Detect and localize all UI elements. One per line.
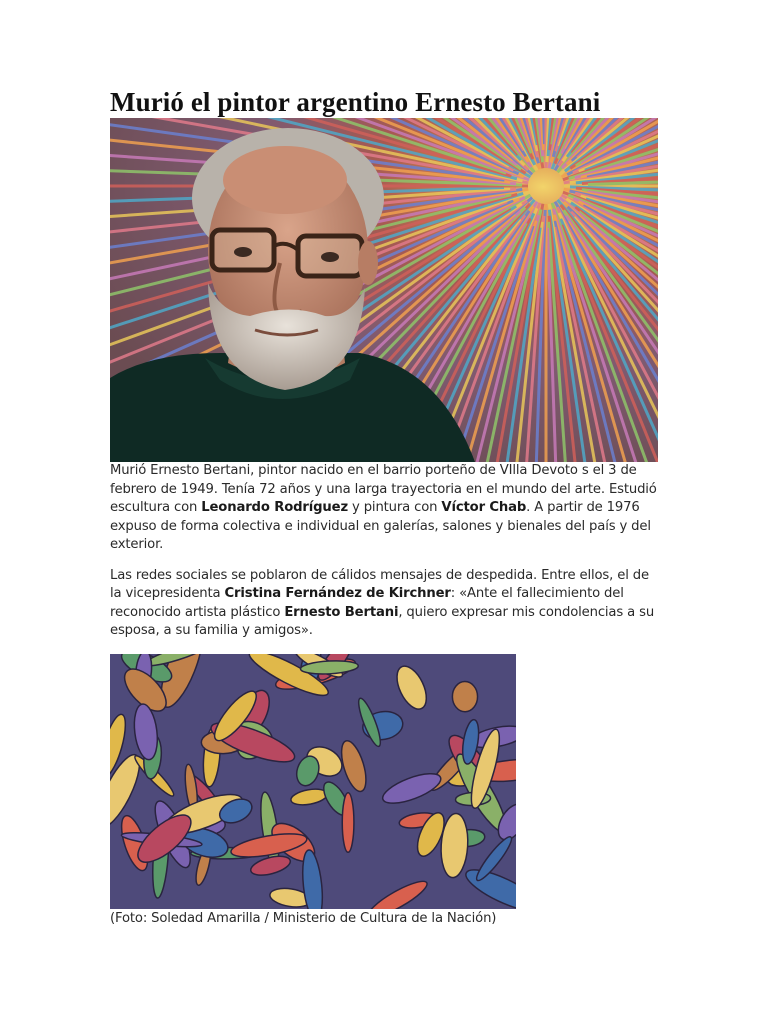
name-ernesto-bertani: Ernesto Bertani [284,604,399,620]
painting-shape [342,792,354,851]
portrait-photo [110,118,658,462]
name-cristina-fernandez: Cristina Fernández de Kirchner [224,586,451,601]
article-headline: Murió el pintor argentino Ernesto Bertani [110,87,601,117]
article [110,86,660,928]
photo-caption: (Foto: Soledad Amarilla / Ministerio de Cultura de la Nación) [110,910,497,926]
painting-shape [452,681,478,712]
name-victor-chab: Víctor Chab [441,500,527,515]
name-leonardo-rodriguez: Leonardo Rodríguez [201,500,348,515]
paragraph-intro: Murió Ernesto Bertani, pintor nacido en el barrio porteño de VIlla Devoto s el 3 de febrero de 1949. Tenía 72 años y una larga trayectoria en el mundo del arte. Estudió escultura con Leonardo Rodríguez y pintura con Víctor Chab. A partir de 1976 expuso de forma colectiva e individual en galerías, salones y bienales del país y del exterior. [110,463,657,552]
painting-photo [110,654,516,909]
paragraph-tributes: Las redes sociales se poblaron de cálidos mensajes de despedida. Entre ellos, el de la vicepresidenta Cristina Fernández de Kirchner: «Ante el fallecimiento del reconocido artista plástico Ernesto Bertani, quiero expresar mis condolencias a su esposa, a su familia y amigos». [110,567,655,638]
